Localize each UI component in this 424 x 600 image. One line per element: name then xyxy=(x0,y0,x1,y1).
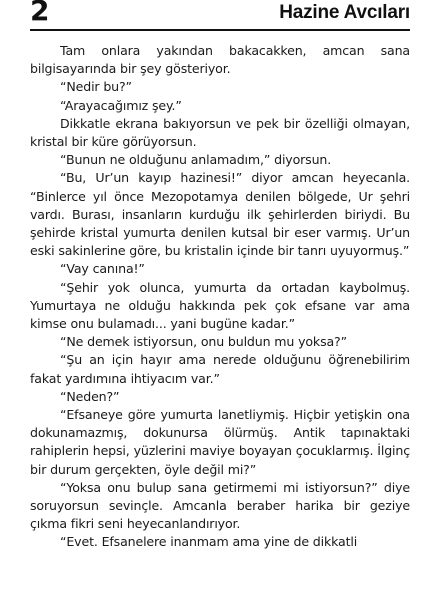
paragraph: “Arayacağımız şey.” xyxy=(60,97,182,113)
paragraph: “Bunun ne olduğunu anlamadım,” diyorsun. xyxy=(60,152,332,168)
page-header xyxy=(30,0,410,30)
paragraph: “Efsaneye göre yumurta lanetliymiş. Hiçbir yetişkin ona dokunamazmış, dokunursa ölürmüş. Antik tapınaktaki rahiplerin hepsi, yüzlerini maviye boyayan çocuklarmış. İlginç bir durum gerçekten, öyle değil mi?” xyxy=(30,407,410,477)
body-text xyxy=(30,42,410,552)
paragraph: “Nedir bu?” xyxy=(60,79,132,95)
page-number: 2 xyxy=(30,0,50,27)
paragraph: “Şu an için hayır ama nerede olduğunu öğrenebilirim fakat yardımına ihtiyacım var.” xyxy=(30,352,410,386)
paragraph: “Bu, Ur’un kayıp hazinesi!” diyor amcan heyecanla. “Binlerce yıl önce Mezopotamya denilen bölgede, Ur şehri vardı. Burası, insanların kurduğu ilk şehirlerden biriydi. Bu şehirde kristal yumurta denilen kutsal bir eser varmış. Ur’un eski sakinlerine göre, bu kristalin içinde bir tanrı uyuyormuş.” xyxy=(30,170,410,259)
paragraph: “Şehir yok olunca, yumurta da ortadan kaybolmuş. Yumurtaya ne olduğu hakkında pek çok efsane var ama kimse onu bulamadı... yani bugüne kadar.” xyxy=(30,279,410,332)
running-title: Hazine Avcıları xyxy=(279,2,410,23)
paragraph: “Vay canına!” xyxy=(60,261,145,277)
paragraph: Dikkatle ekrana bakıyorsun ve pek bir özelliği olmayan, kristal bir küre görüyorsun. xyxy=(30,115,410,150)
paragraph: “Yoksa onu bulup sana getirmemi mi istiyorsun?” diye soruyorsun sevinçle. Amcanla beraber harika bir geziye çıkma fikri seni heyecanlandırıyor. xyxy=(30,479,410,532)
paragraph: “Neden?” xyxy=(60,388,120,404)
paragraph: “Evet. Efsanelere inanmam ama yine de dikkatli xyxy=(60,534,358,550)
paragraph: “Ne demek istiyorsun, onu buldun mu yoksa?” xyxy=(60,334,347,350)
paragraph: Tam onlara yakından bakacakken, amcan sana bilgisayarında bir şey gösteriyor. xyxy=(30,43,410,77)
header-rule xyxy=(30,29,410,31)
